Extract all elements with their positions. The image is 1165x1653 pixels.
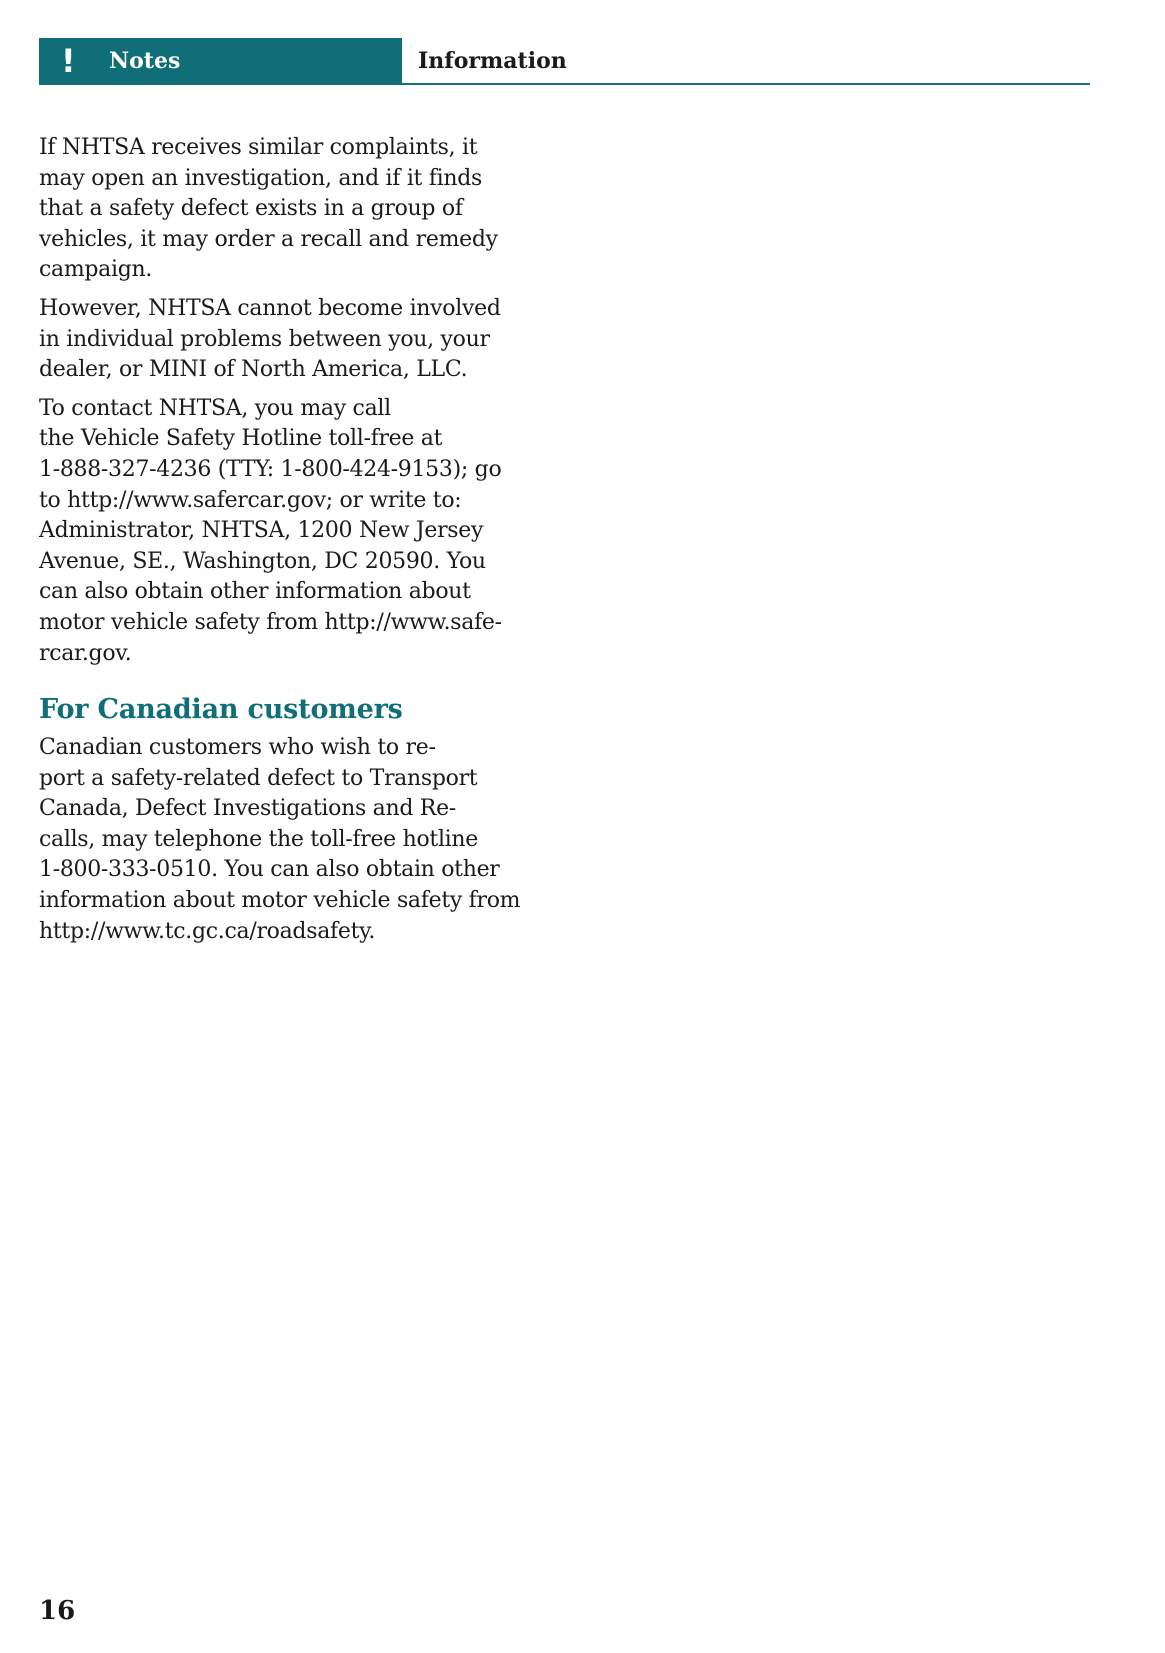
section-heading-canada: For Canadian customers bbox=[39, 694, 403, 726]
notes-tab bbox=[39, 38, 402, 85]
page-header bbox=[39, 38, 1090, 85]
chapter-title: Information bbox=[418, 48, 567, 74]
section-label: Notes bbox=[109, 48, 181, 74]
exclamation-icon: ! bbox=[61, 42, 76, 80]
paragraph-nhtsa-investigation: If NHTSA receives similar complaints, it may open an investigation, and if it finds that a safety defect exists in a group of vehicles, it may order a recall and remedy campaign. bbox=[39, 135, 498, 283]
text-column bbox=[39, 133, 559, 955]
paragraph-nhtsa-limits: However, NHTSA cannot become involved in individual problems between you, your dealer, or MINI of North America, LLC. bbox=[39, 295, 501, 383]
page-number: 16 bbox=[39, 1596, 76, 1626]
paragraph-nhtsa-contact: To contact NHTSA, you may call the Vehicle Safety Hotline toll-free at 1-888-327-4236 (TTY: 1-800-424-9153); go to http://www.safercar.gov; or write to: Administrator, NHTSA, 1200 New Jersey Avenue, SE., Washington, DC 20590. You can also obtain other information about motor vehicle safety from http://www.safe- rcar.gov. bbox=[39, 395, 502, 666]
paragraph-canada-contact: Canadian customers who wish to re- port a safety-related defect to Transport Canada, Defect Investigations and Re- calls, may telephone the toll-free hotline 1-800-333-0510. You can also obtain other information about motor vehicle safety from http://www.tc.gc.ca/roadsafety. bbox=[39, 735, 521, 944]
